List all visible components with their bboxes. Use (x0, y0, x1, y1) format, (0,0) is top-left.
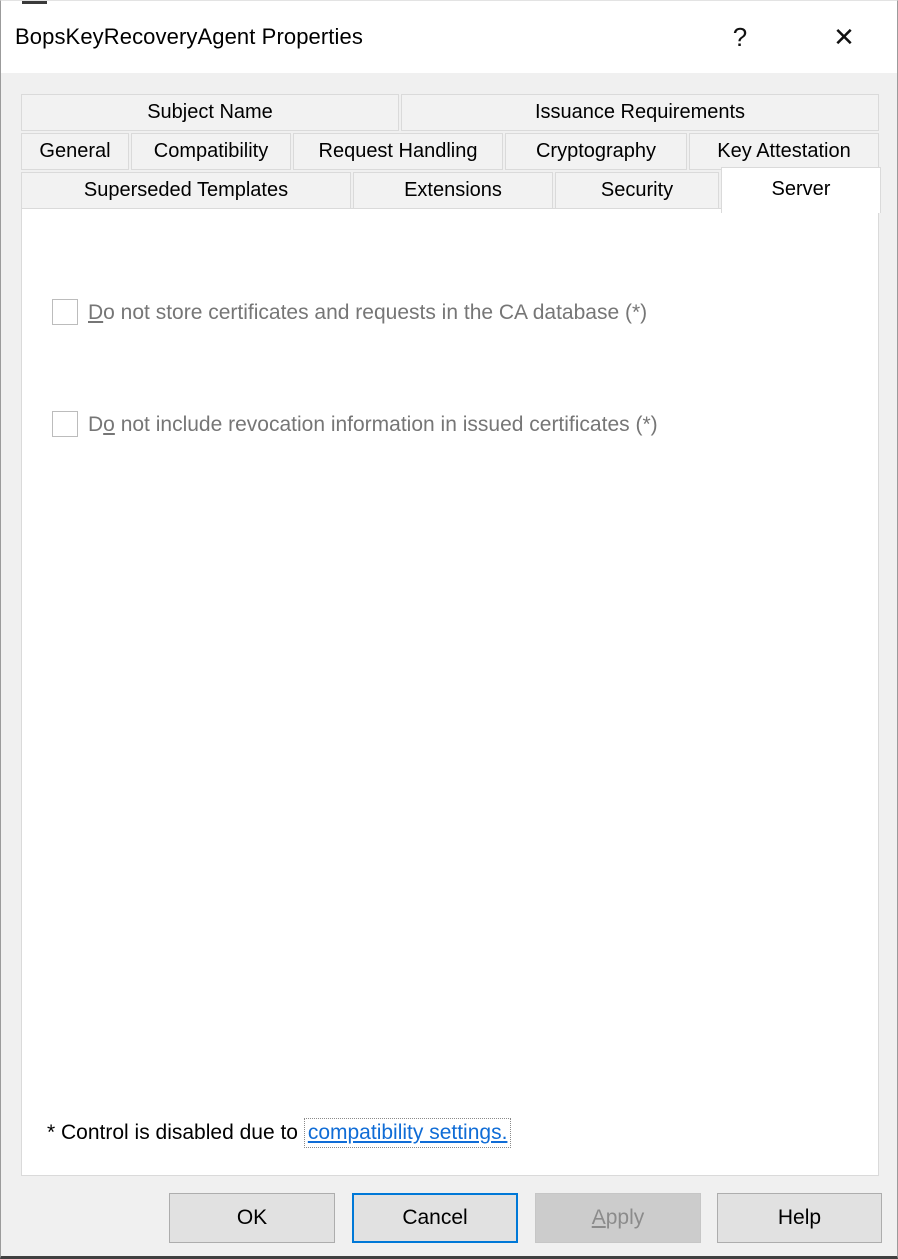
checkbox-row-do-not-store (52, 299, 647, 326)
tab-key-attestation[interactable]: Key Attestation (689, 133, 879, 170)
do-not-store-checkbox[interactable] (52, 299, 78, 325)
tab-extensions[interactable]: Extensions (353, 172, 553, 209)
apply-button[interactable]: Apply (535, 1193, 701, 1243)
tab-cryptography[interactable]: Cryptography (505, 133, 687, 170)
compatibility-settings-link[interactable]: compatibility settings. (304, 1118, 512, 1148)
titlebar (1, 1, 897, 73)
background-window-fragment (22, 1, 47, 4)
footnote (47, 1121, 511, 1145)
help-button[interactable]: Help (717, 1193, 882, 1243)
cancel-button[interactable]: Cancel (352, 1193, 518, 1243)
do-not-include-revocation-checkbox[interactable] (52, 411, 78, 437)
do-not-store-label: Do not store certificates and requests in the CA database (*) (88, 301, 648, 324)
tab-superseded-templates[interactable]: Superseded Templates (21, 172, 351, 209)
close-icon[interactable]: ✕ (813, 1, 875, 73)
ok-button[interactable]: OK (169, 1193, 335, 1243)
tab-security[interactable]: Security (555, 172, 719, 209)
tab-subject-name[interactable]: Subject Name (21, 94, 399, 131)
tab-compatibility[interactable]: Compatibility (131, 133, 291, 170)
tab-row-2 (21, 133, 879, 170)
tab-general[interactable]: General (21, 133, 129, 170)
do-not-include-revocation-label: Do not include revocation information in issued certificates (*) (88, 413, 658, 436)
tab-request-handling[interactable]: Request Handling (293, 133, 503, 170)
dialog-title: BopsKeyRecoveryAgent Properties (15, 24, 363, 49)
tab-issuance-requirements[interactable]: Issuance Requirements (401, 94, 879, 131)
help-icon[interactable]: ? (709, 1, 771, 73)
tab-server[interactable]: Server (721, 167, 881, 213)
checkbox-row-do-not-include-revocation (52, 411, 658, 438)
tab-row-3 (21, 172, 881, 213)
server-tab-page (21, 208, 879, 1176)
footnote-text: * Control is disabled due to (47, 1121, 304, 1144)
tab-row-1 (21, 94, 879, 131)
